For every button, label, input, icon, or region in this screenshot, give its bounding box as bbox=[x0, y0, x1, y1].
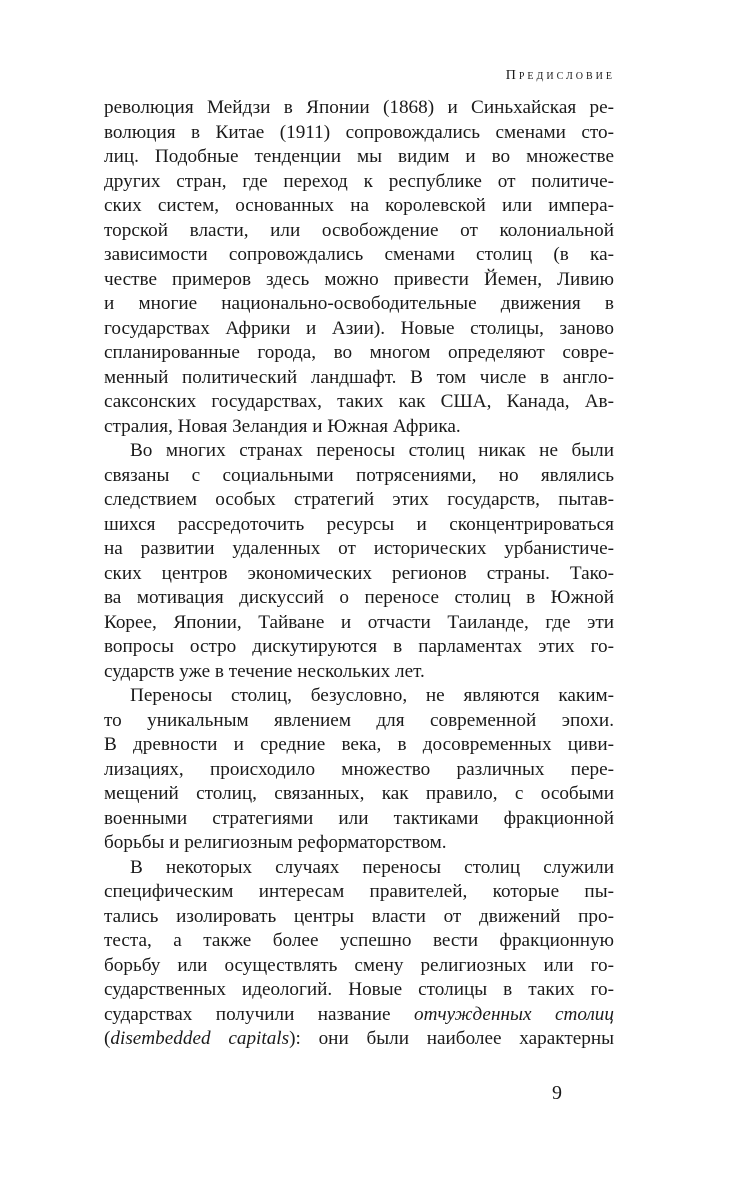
text-line: Корее, Японии, Тайване и отчасти Таиланде, где эти bbox=[104, 611, 614, 633]
text-line: военными стратегиями или тактиками фракционной bbox=[104, 807, 614, 829]
text-line: и многие национально-освободительные движения в bbox=[104, 293, 614, 314]
text-line: на развитии удаленных от исторических урбанистиче- bbox=[104, 538, 614, 559]
text-line-mixed bbox=[104, 1003, 614, 1028]
text-line: волюция в Китае (1911) сопровождались сменами сто- bbox=[104, 121, 614, 143]
text-line: торской власти, или освобождение от колониальной bbox=[104, 219, 614, 241]
text-line: теста, а также более успешно вести фракционную bbox=[104, 930, 614, 951]
text-line: других стран, где переход к республике от политиче- bbox=[104, 170, 614, 192]
text-line: В древности и средние века, в досовременных циви- bbox=[104, 734, 614, 755]
paragraph-3 bbox=[104, 684, 614, 856]
text-line: лиц. Подобные тенденции мы видим и во множестве bbox=[104, 146, 614, 167]
text-line: государствах Африки и Азии). Новые столицы, заново bbox=[104, 317, 614, 339]
running-head: Предисловие bbox=[505, 68, 615, 83]
text-line: шихся рассредоточить ресурсы и сконцентрироваться bbox=[104, 513, 614, 535]
text-line: борьбу или осуществлять смену религиозных или го- bbox=[104, 954, 614, 976]
text-line: честве примеров здесь можно привести Йемен, Ливию bbox=[104, 268, 614, 290]
text-line: связаны с социальными потрясениями, но являлись bbox=[104, 464, 614, 486]
paragraph-4 bbox=[104, 856, 614, 1052]
text-line: вопросы остро дискутируются в парламентах этих го- bbox=[104, 636, 614, 657]
text-line: то уникальным явлением для современной эпохи. bbox=[104, 709, 614, 731]
italic-term: отчужденных столиц bbox=[414, 1003, 614, 1025]
text-line: Во многих странах переносы столиц никак не были bbox=[130, 440, 614, 461]
text-line: сударственных идеологий. Новые столицы в таких го- bbox=[104, 979, 614, 1000]
text-line: ских центров экономических регионов страны. Тако- bbox=[104, 562, 614, 584]
text-line: следствием особых стратегий этих государств, пытав- bbox=[104, 489, 614, 510]
text-line: В некоторых случаях переносы столиц служили bbox=[130, 856, 614, 878]
text-line: зависимости сопровождались сменами столиц (в ка- bbox=[104, 244, 614, 265]
text-run: ( bbox=[104, 1028, 111, 1049]
paragraph-1 bbox=[104, 96, 614, 439]
text-line: стралия, Новая Зеландия и Южная Африка. bbox=[104, 415, 461, 437]
text-line: саксонских государствах, таких как США, Канада, Ав- bbox=[104, 391, 614, 412]
italic-term: disembedded capitals bbox=[110, 1028, 290, 1049]
paragraph-2 bbox=[104, 439, 614, 684]
text-line: Переносы столиц, безусловно, не являются каким- bbox=[130, 685, 614, 706]
text-line: мещений столиц, связанных, как правило, с особыми bbox=[104, 783, 614, 804]
text-run: ): они были наиболее характерны bbox=[289, 1028, 614, 1049]
text-line: ских систем, основанных на королевской или импера- bbox=[104, 195, 614, 216]
text-run: сударствах получили название bbox=[104, 1003, 414, 1025]
text-line: революция Мейдзи в Японии (1868) и Синьхайская ре- bbox=[104, 97, 614, 118]
text-line: менный политический ландшафт. В том числе в англо- bbox=[104, 366, 614, 388]
text-line: тались изолировать центры власти от движений про- bbox=[104, 905, 614, 927]
text-line: лизациях, происходило множество различных пере- bbox=[104, 758, 614, 780]
text-line: ва мотивация дискуссий о переносе столиц в Южной bbox=[104, 587, 614, 608]
text-line: борьбы и религиозным реформаторством. bbox=[104, 832, 447, 853]
text-line: спланированные города, во многом определяют совре- bbox=[104, 342, 614, 363]
text-line-mixed bbox=[104, 1027, 614, 1052]
text-line: сударств уже в течение нескольких лет. bbox=[104, 660, 425, 682]
text-block bbox=[104, 96, 614, 1052]
text-line: специфическим интересам правителей, которые пы- bbox=[104, 881, 614, 902]
page-number: 9 bbox=[552, 1082, 562, 1104]
